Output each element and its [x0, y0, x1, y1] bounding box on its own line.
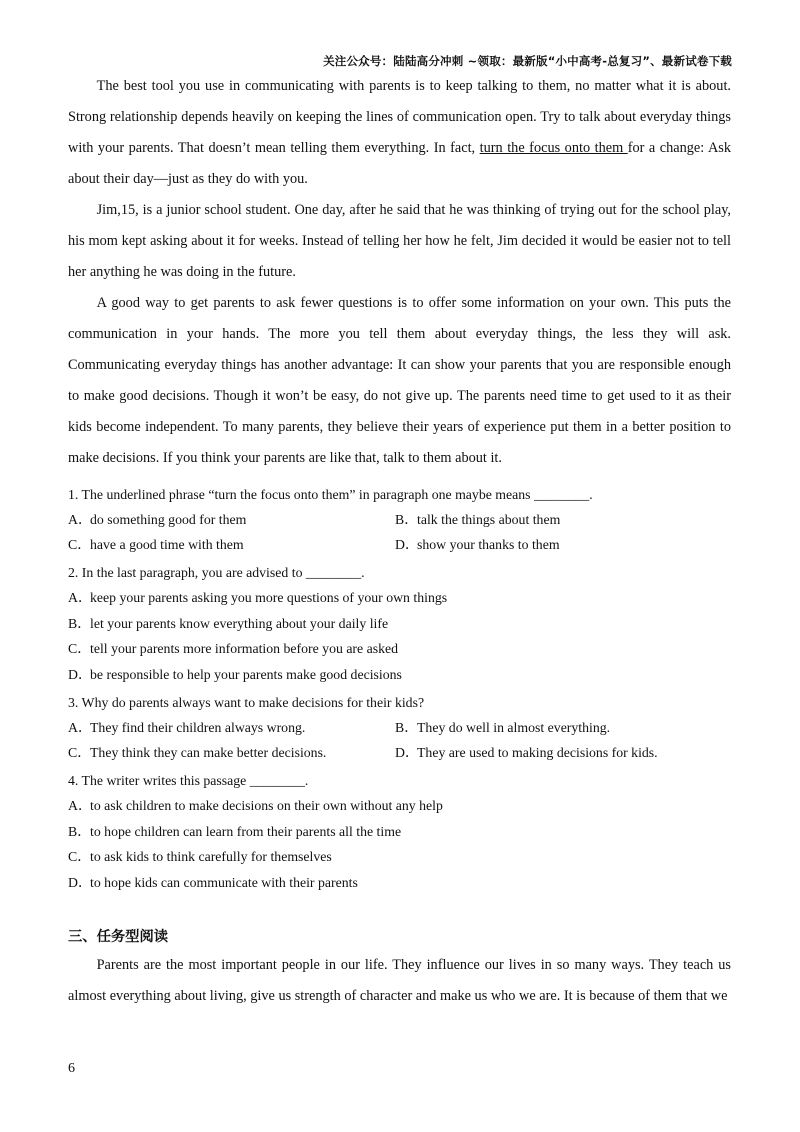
question-1-option-c[interactable]	[68, 532, 395, 557]
option-letter: C．	[68, 745, 91, 760]
question-2-option-c[interactable]	[68, 636, 731, 662]
underlined-phrase: turn the focus onto them	[479, 140, 628, 156]
option-text: tell your parents more information before you are asked	[90, 641, 399, 656]
main-content	[68, 71, 731, 895]
option-text: keep your parents asking you more questions of your own things	[90, 590, 448, 605]
option-text: They are used to making decisions for kids.	[417, 745, 658, 760]
option-letter: C．	[68, 537, 91, 552]
option-text: let your parents know everything about your daily life	[90, 615, 389, 631]
question-3-option-a[interactable]	[68, 715, 395, 740]
question-1-option-a[interactable]	[68, 507, 395, 532]
option-letter: B．	[395, 512, 418, 527]
question-2-option-a[interactable]	[68, 585, 731, 611]
question-1-option-b[interactable]	[395, 507, 722, 532]
option-letter: A．	[68, 720, 92, 735]
page-number: 6	[68, 1061, 75, 1076]
option-text: to hope kids can communicate with their parents	[90, 874, 358, 890]
question-2-option-b[interactable]	[68, 611, 731, 637]
question-4-option-c[interactable]	[68, 844, 731, 870]
question-4-option-d[interactable]	[68, 870, 731, 896]
option-text: They do well in almost everything.	[417, 720, 611, 735]
option-text: do something good for them	[90, 512, 247, 527]
question-3-option-c[interactable]	[68, 740, 395, 765]
option-letter: B．	[68, 615, 91, 631]
question-3-option-b[interactable]	[395, 715, 722, 740]
option-text: show your thanks to them	[417, 537, 560, 552]
question-3-stem: 3. Why do parents always want to make decisions for their kids?	[68, 695, 425, 710]
option-letter: B．	[68, 823, 91, 839]
passage-paragraph-3: A good way to get parents to ask fewer questions is to offer some information on your own. This puts the communication in your hands. The more you tell them about everyday things, the less they will ask. Communicating everyday things has another advantage: It can show your parents that you are responsible enough to make good decisions. Though it won’t be easy, do not give up. The parents need time to get used to it as their kids become independent. To many parents, they believe their years of experience put them in a better position to make decisions. If you think your parents are like that, talk to them about it.	[68, 295, 731, 466]
question-3-option-d[interactable]	[395, 740, 722, 765]
option-text: be responsible to help your parents make good decisions	[90, 666, 402, 682]
question-1	[68, 479, 731, 557]
question-list	[68, 479, 731, 895]
question-2-stem: 2. In the last paragraph, you are advised to ________.	[68, 565, 365, 580]
question-1-options-row-1	[68, 507, 731, 532]
header-note: 关注公众号：陆陆高分冲刺 ~领取：最新版“小中高考-总复习”、最新试卷下载	[323, 54, 732, 68]
question-1-options-row-2	[68, 532, 731, 557]
question-4	[68, 765, 731, 895]
paragraph-1-text-start: The best tool you use in communicating with parents is to keep talking to them, no matter what it is about. Strong relationship depends heavily on keeping the lines of communication open. Try to talk about everyday things with your parents. That doesn’t mean telling them everything. In fact,	[68, 78, 731, 156]
option-letter: B．	[395, 720, 418, 735]
question-3	[68, 687, 731, 765]
question-1-stem: 1. The underlined phrase “turn the focus onto them” in paragraph one maybe means ________.	[68, 487, 593, 502]
passage-paragraph-1	[68, 71, 731, 195]
option-letter: D．	[68, 874, 92, 890]
option-text: have a good time with them	[90, 537, 244, 552]
option-text: talk the things about them	[417, 512, 561, 527]
option-letter: A．	[68, 590, 92, 605]
question-2	[68, 557, 731, 687]
option-letter: C．	[68, 849, 91, 864]
option-text: They find their children always wrong.	[90, 720, 306, 735]
option-letter: D．	[68, 666, 92, 682]
question-2-option-d[interactable]	[68, 662, 731, 688]
option-text: to ask children to make decisions on their own without any help	[90, 798, 443, 813]
passage-paragraph-2: Jim,15, is a junior school student. One day, after he said that he was thinking of trying out for the school play, his mom kept asking about it for weeks. Instead of telling her how he felt, Jim decided it would be easier not to tell her anything he was doing in the future.	[68, 202, 731, 280]
question-4-option-b[interactable]	[68, 819, 731, 845]
option-letter: A．	[68, 798, 92, 813]
question-3-options-row-1	[68, 715, 731, 740]
option-letter: D．	[395, 745, 419, 760]
final-paragraph: Parents are the most important people in our life. They influence our lives in so many ways. They teach us almost everything about living, give us strength of character and make us who we are. It is because of them that we	[68, 957, 731, 1004]
option-text: to hope children can learn from their parents all the time	[90, 823, 402, 839]
option-letter: C．	[68, 641, 91, 656]
question-4-option-a[interactable]	[68, 793, 731, 819]
question-3-options-row-2	[68, 740, 731, 765]
section-title: 三、任务型阅读	[68, 929, 169, 945]
option-letter: A．	[68, 512, 92, 527]
question-4-stem: 4. The writer writes this passage ________.	[68, 773, 309, 788]
option-text: They think they can make better decisions.	[90, 745, 327, 760]
question-1-option-d[interactable]	[395, 532, 722, 557]
option-letter: D．	[395, 537, 419, 552]
option-text: to ask kids to think carefully for themselves	[90, 849, 332, 864]
paragraph-1-text-end: for a change: Ask about their day—just as they do with you.	[68, 140, 731, 187]
